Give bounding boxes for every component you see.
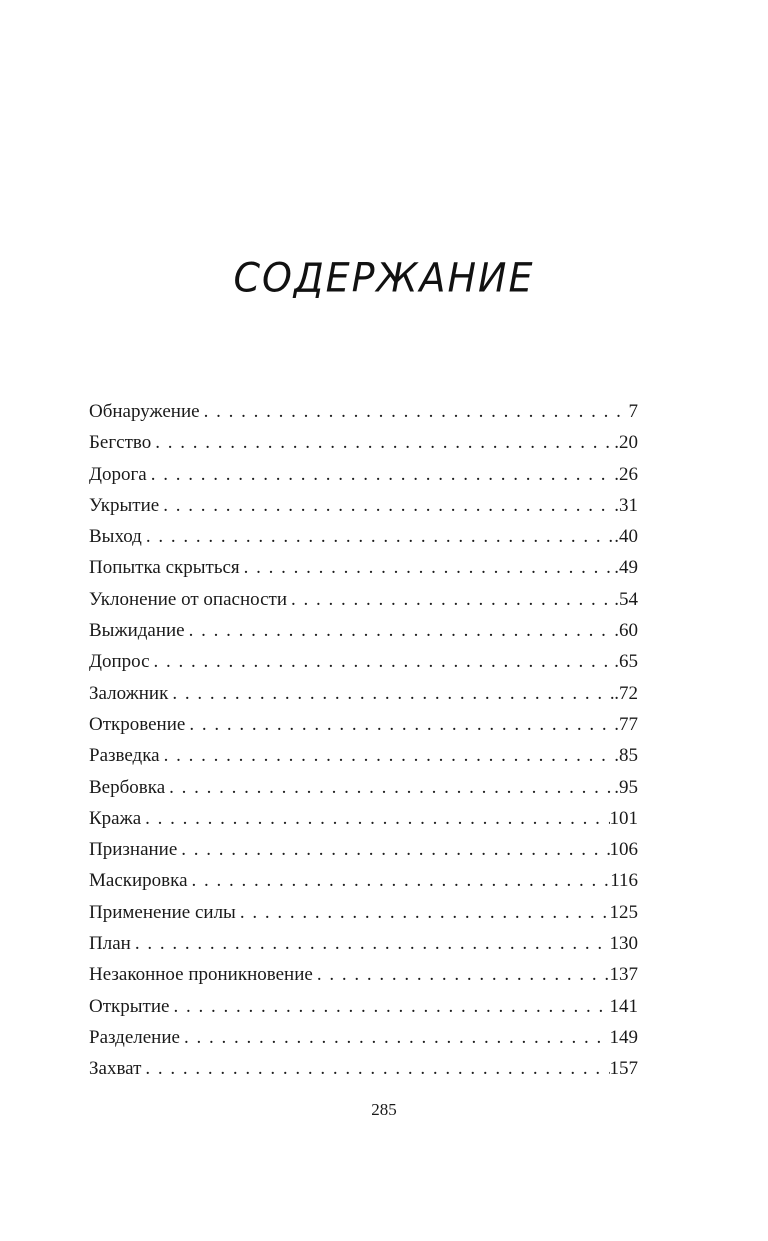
page-title: СОДЕРЖАНИЕ	[233, 254, 535, 302]
toc-leader-dots	[172, 678, 614, 709]
toc-entry-title: Маскировка	[89, 870, 188, 892]
table-of-contents	[89, 396, 638, 1085]
toc-entry-page: 157	[609, 1058, 638, 1080]
toc-entry-page: 7	[628, 401, 638, 422]
toc-leader-dots	[145, 803, 609, 834]
toc-entry[interactable]	[89, 678, 638, 709]
toc-leader-dots	[240, 897, 610, 928]
toc-entry-page: .65	[614, 651, 638, 673]
toc-entry-page: 106	[609, 839, 638, 861]
toc-entry[interactable]	[89, 521, 638, 552]
toc-entry-page: .60	[614, 620, 638, 642]
toc-entry[interactable]	[89, 427, 638, 458]
toc-entry-title: Признание	[89, 839, 178, 861]
toc-entry-page: 101	[609, 807, 638, 829]
toc-leader-dots	[146, 521, 614, 552]
toc-entry[interactable]	[89, 991, 638, 1022]
toc-leader-dots	[189, 615, 615, 646]
toc-entry-title: Допрос	[89, 651, 150, 673]
toc-entry[interactable]	[89, 772, 638, 803]
toc-entry[interactable]	[89, 615, 638, 646]
toc-leader-dots	[163, 490, 614, 521]
toc-entry-title: Укрытие	[89, 494, 160, 516]
toc-entry[interactable]	[89, 709, 638, 740]
toc-entry-page: 125	[609, 901, 638, 923]
toc-entry-title: Открытие	[89, 995, 170, 1017]
toc-entry-page: 116	[610, 870, 638, 892]
toc-entry[interactable]	[89, 897, 638, 928]
toc-leader-dots	[189, 709, 614, 740]
toc-entry-title: Вербовка	[89, 776, 166, 798]
toc-entry[interactable]	[89, 459, 638, 490]
toc-entry[interactable]	[89, 865, 638, 896]
toc-entry-page: .26	[614, 463, 638, 485]
toc-leader-dots	[164, 740, 615, 771]
toc-leader-dots	[169, 772, 614, 803]
toc-entry-page: 149	[609, 1026, 638, 1048]
toc-entry-page: .40	[614, 526, 638, 548]
toc-entry-page: .54	[614, 588, 638, 610]
toc-entry[interactable]	[89, 1053, 638, 1084]
toc-entry-page: .20	[614, 432, 638, 454]
toc-entry[interactable]	[89, 928, 638, 959]
toc-entry-title: Заложник	[89, 682, 169, 704]
toc-entry[interactable]	[89, 740, 638, 771]
toc-leader-dots	[173, 991, 609, 1022]
toc-entry-title: Незаконное проникновение	[89, 964, 313, 986]
toc-entry-page: 130	[609, 933, 638, 955]
toc-entry[interactable]	[89, 834, 638, 865]
toc-entry[interactable]	[89, 584, 638, 615]
toc-entry-page: .72	[614, 682, 638, 704]
toc-entry[interactable]	[89, 959, 638, 990]
toc-entry[interactable]	[89, 396, 638, 427]
toc-leader-dots	[317, 959, 610, 990]
toc-leader-dots	[181, 834, 609, 865]
toc-entry[interactable]	[89, 646, 638, 677]
toc-entry-title: Обнаружение	[89, 401, 200, 422]
toc-leader-dots	[135, 928, 610, 959]
toc-entry-page: 141	[609, 995, 638, 1017]
toc-entry-title: Уклонение от опасности	[89, 588, 287, 610]
toc-leader-dots	[244, 552, 615, 583]
toc-entry-title: Захват	[89, 1058, 142, 1080]
toc-entry-title: Выжидание	[89, 620, 185, 642]
toc-entry-title: Дорога	[89, 463, 147, 485]
toc-entry-page: .95	[614, 776, 638, 798]
toc-leader-dots	[192, 865, 611, 896]
toc-entry-title: Применение силы	[89, 901, 236, 923]
toc-entry-page: .77	[614, 713, 638, 735]
toc-entry-page: 137	[609, 964, 638, 986]
toc-entry-page: .31	[614, 494, 638, 516]
toc-leader-dots	[145, 1053, 609, 1084]
page-number: 285	[371, 1100, 397, 1119]
toc-entry-title: Разделение	[89, 1026, 180, 1048]
toc-entry-title: Кража	[89, 807, 142, 829]
toc-leader-dots	[151, 459, 615, 490]
toc-leader-dots	[184, 1022, 610, 1053]
toc-entry-title: Попытка скрыться	[89, 557, 240, 579]
toc-entry-page: .85	[614, 745, 638, 767]
toc-entry-title: Разведка	[89, 745, 160, 767]
toc-entry-title: План	[89, 933, 131, 955]
toc-leader-dots	[291, 584, 614, 615]
toc-entry-title: Бегство	[89, 432, 152, 454]
toc-entry-title: Выход	[89, 526, 142, 548]
toc-entry[interactable]	[89, 803, 638, 834]
toc-leader-dots	[154, 646, 615, 677]
toc-entry[interactable]	[89, 552, 638, 583]
toc-entry[interactable]	[89, 1022, 638, 1053]
toc-leader-dots	[204, 396, 629, 427]
toc-entry-title: Откровение	[89, 713, 186, 735]
toc-entry[interactable]	[89, 490, 638, 521]
toc-entry-page: .49	[614, 557, 638, 579]
toc-leader-dots	[155, 427, 614, 458]
